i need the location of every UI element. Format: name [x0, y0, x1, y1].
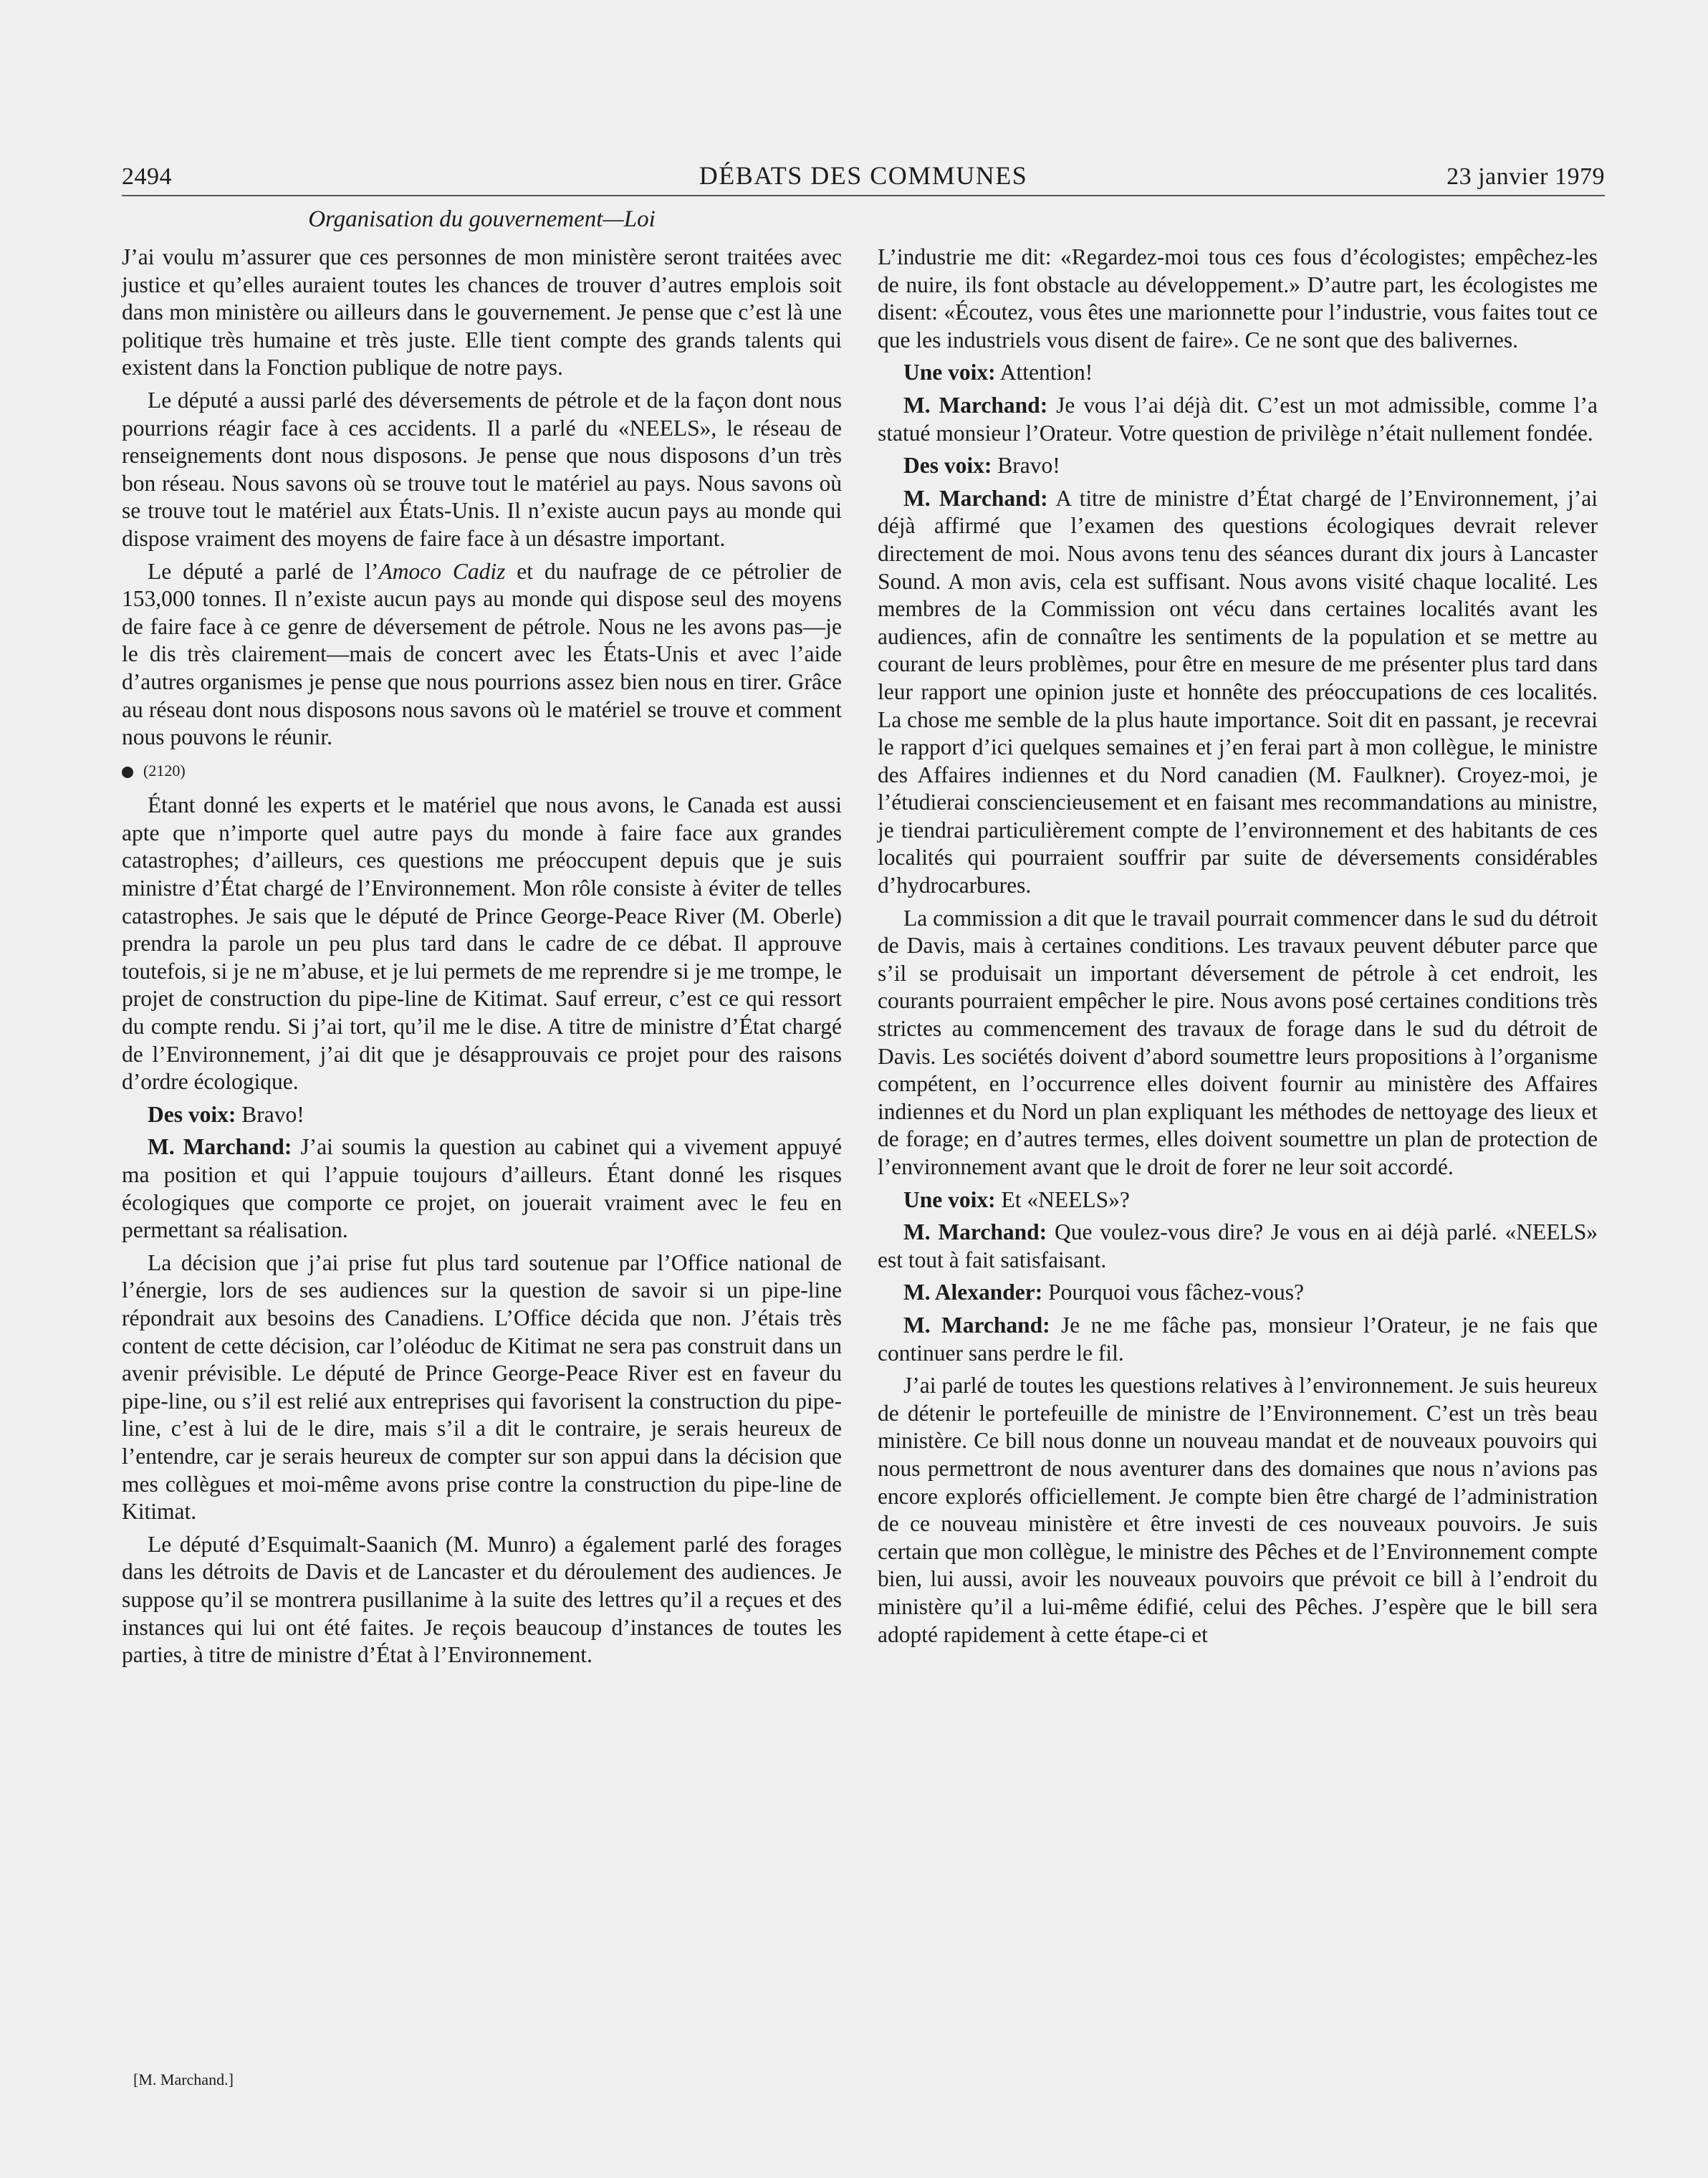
time-marker-label: (2120): [143, 761, 186, 779]
paragraph: L’industrie me dit: «Regardez-moi tous ces fous d’écologistes; empêchez-les de nuire, ils font obstacle au développement.» D’autre part, les écologistes me disent: «Écoutez, vous êtes une marionnette pour l’industrie, vous faites tout ce que les industriels vous disent de faire». Ce ne sont que des balivernes.: [878, 244, 1598, 352]
speaker-name: M. Marchand:: [903, 1312, 1050, 1338]
bullet-dot-icon: [122, 767, 133, 778]
speaker-paragraph: [878, 359, 1598, 387]
speech-text: Attention!: [995, 360, 1093, 385]
speech-text: Bravo!: [992, 453, 1060, 479]
speech-text: Que voulez-vous dire? Je vous en ai déjà parlé. «NEELS» est tout à fait satisfaisant.: [878, 1219, 1598, 1272]
paragraph: La décision que j’ai prise fut plus tard soutenue par l’Office national de l’énergie, lors de ses audiences sur la question de savoir si un pipe-line répondrait aux besoins des Canadiens. L’Office décida que non. J’étais très content de cette décision, car l’oléoduc de Kitimat ne sera pas construit dans un avenir prévisible. Le député de Prince George-Peace River est en faveur du pipe-line, ou s’il est relié aux entreprises qui favorisent la construction du pipe-line, c’est à lui de le dire, mais s’il a dit le contraire, je serais heureux de l’entendre, car je serais heureux de compter sur son appui dans la décision que mes collègues et moi-même avons prise contre la construction du pipe-line de Kitimat.: [122, 1249, 842, 1525]
speaker-name: Une voix:: [903, 360, 996, 385]
paragraph: La commission a dit que le travail pourrait commencer dans le sud du détroit de Davis, mais à certaines conditions. Les travaux peuvent débuter parce que s’il se produisait un important déversement de pétrole à cet endroit, les courants pourraient empêcher le pire. Nous avons posé certaines conditions très strictes au commencement des travaux de forage dans le sud du détroit de Davis. Les sociétés doivent d’abord soumettre leurs propositions à l’organisme compétent, en l’occurrence elles doivent fournir au ministère des Affaires indiennes et du Nord un plan expliquant les méthodes de nettoyage des lieux et de forage; en d’autres termes, elles doivent soumettre un plan de protection de l’environnement avant que le droit de forer ne leur soit accordé.: [878, 905, 1598, 1179]
speaker-paragraph: [122, 1133, 842, 1244]
right-column: [878, 244, 1598, 1654]
speech-text: J’ai soumis la question au cabinet qui a vivement appuyé ma position et qui l’appuie toujours d’ailleurs. Étant donné les risques écologiques que comporte ce projet, on jouerait vraiment avec le feu en permettant sa réalisation.: [122, 1134, 842, 1243]
speaker-name: Des voix:: [903, 453, 992, 479]
speaker-paragraph: [878, 1312, 1598, 1367]
speaker-name: M. Marchand:: [903, 392, 1048, 418]
publication-date: 23 janvier 1979: [1446, 163, 1605, 190]
paragraph: [122, 558, 842, 752]
speaker-name: M. Marchand:: [903, 1219, 1047, 1245]
speaker-paragraph: [878, 1219, 1598, 1274]
speech-text: Pourquoi vous fâchez-vous?: [1042, 1280, 1305, 1305]
time-marker: [122, 757, 842, 785]
speech-text: Et «NEELS»?: [995, 1186, 1130, 1212]
speaker-paragraph: [878, 452, 1598, 480]
speaker-paragraph: [878, 392, 1598, 447]
paragraph: Le député d’Esquimalt-Saanich (M. Munro) a également parlé des forages dans les détroits de Davis et de Lancaster et du déroulement des audiences. Je suppose qu’il se montrera pusillanime à la suite des lettres qu’il a reçues et des instances qui lui ont été faites. Je reçois beaucoup d’instances de toutes les parties, à titre de ministre d’État à l’Environnement.: [122, 1531, 842, 1668]
text-run: Le député a parlé de l’: [148, 558, 379, 584]
page-header: [122, 152, 1605, 196]
text-run: et du naufrage de ce pétrolier de 153,000 tonnes. Il n’existe aucun pays au monde qui dispose seul des moyens de faire face à ce genre de déversement de pétrole. Nous ne les avons pas—je le dis très clairement—mais de concert avec les États-Unis et avec l’aide d’autres organismes je pense que nous pourrions assez bien nous en tirer. Grâce au réseau dont nous disposons nous savons où le matériel se trouve et comment nous pouvons le réunir.: [122, 558, 842, 750]
speaker-name: M. Marchand:: [903, 485, 1048, 511]
speaker-name: M. Marchand:: [148, 1134, 292, 1160]
section-subhead: Organisation du gouvernement—Loi: [308, 206, 656, 232]
speech-text: Je ne me fâche pas, monsieur l’Orateur, je ne fais que continuer sans perdre le fil.: [878, 1312, 1598, 1366]
paragraph: Le député a aussi parlé des déversements de pétrole et de la façon dont nous pourrions réagir face à ces accidents. Il a parlé du «NEELS», le réseau de renseignements dont nous disposons. Je pense que nous disposons d’un très bon réseau. Nous savons où se trouve tout le matériel au pays. Nous savons où se trouve tout le matériel aux États-Unis. Il n’existe aucun pays au monde qui dispose vraiment des moyens de faire face à un désastre important.: [122, 387, 842, 551]
speaker-footer: [M. Marchand.]: [133, 2071, 234, 2088]
speaker-name: Des voix:: [148, 1101, 236, 1127]
ship-name: Amoco Cadiz: [378, 558, 506, 584]
speaker-paragraph: [122, 1101, 842, 1129]
speech-text: A titre de ministre d’État chargé de l’Environnement, j’ai déjà affirmé que l’examen des questions écologiques devrait relever directement de moi. Nous avons tenu des séances durant dix jours à Lancaster Sound. A mon avis, cela est suffisant. Nous avons visité chaque localité. Les membres de la Commission ont vécu dans certaines localités avant les audiences, afin de connaître les sentiments de la population et se mettre au courant de leurs problèmes, pour être en mesure de me présenter plus tard dans leur rapport une opinion juste et honnête des préoccupations de ces localités. La chose me semble de la plus haute importance. Soit dit en passant, je recevrai le rapport d’ici quelques semaines et j’en ferai part à mon collègue, le ministre des Affaires indiennes et du Nord canadien (M. Faulkner). Croyez-moi, je l’étudierai consciencieusement et en faisant mes recommandations au ministre, je tiendrai particulièrement compte de l’environnement et des habitants de ces localités qui pourraient souffrir par suite de déversements considérables d’hydrocarbures.: [878, 485, 1598, 898]
publication-title: DÉBATS DES COMMUNES: [699, 161, 1028, 190]
speaker-paragraph: [878, 1186, 1598, 1214]
paragraph: J’ai voulu m’assurer que ces personnes de mon ministère seront traitées avec justice et qu’elles auraient toutes les chances de trouver d’autres emplois soit dans mon ministère ou ailleurs dans le gouvernement. Je pense que c’est là une politique très humaine et très juste. Elle tient compte des grands talents qui existent dans la Fonction publique de notre pays.: [122, 244, 842, 380]
speaker-name: Une voix:: [903, 1186, 996, 1212]
speech-text: Je vous l’ai déjà dit. C’est un mot admissible, comme l’a statué monsieur l’Orateur. Votre question de privilège n’était nullement fondée.: [878, 392, 1598, 446]
page-number: 2494: [122, 163, 172, 190]
speaker-name: M. Alexander:: [903, 1280, 1043, 1305]
paragraph: Étant donné les experts et le matériel que nous avons, le Canada est aussi apte que n’importe quel autre pays du monde à faire face aux grandes catastrophes; d’ailleurs, ces questions me préoccupent depuis que je suis ministre d’État chargé de l’Environnement. Mon rôle consiste à éviter de telles catastrophes. Je sais que le député de Prince George-Peace River (M. Oberle) prendra la parole un peu plus tard dans le cadre de ce débat. Il approuve toutefois, si je ne m’abuse, et je lui permets de me reprendre si je me trompe, le projet de construction du pipe-line de Kitimat. Sauf erreur, c’est ce qui ressort du compte rendu. Si j’ai tort, qu’il me le dise. A titre de ministre d’État chargé de l’Environnement, j’ai dit que je désapprouvais ce projet pour des raisons d’ordre écologique.: [122, 792, 842, 1095]
speaker-paragraph: [878, 485, 1598, 900]
speaker-paragraph: [878, 1279, 1598, 1307]
speech-text: Bravo!: [236, 1101, 304, 1127]
paragraph: J’ai parlé de toutes les questions relatives à l’environnement. Je suis heureux de détenir le portefeuille de ministre de l’Environnement. C’est un très beau ministère. Ce bill nous donne un nouveau mandat et de nouveaux pouvoirs qui nous permettront de nous aventurer dans des domaines que nous n’avions pas encore explorés officiellement. Je compte bien être chargé de l’administration de ce nouveau ministère et être investi de ces nouveaux pouvoirs. Je suis certain que mon collègue, le ministre des Pêches et de l’Environnement compte bien, lui aussi, avoir les nouveaux pouvoirs que prévoit ce bill à l’endroit du ministère qu’il a lui-même édifié, celui des Pêches. J’espère que le bill sera adopté rapidement à cette étape-ci et: [878, 1373, 1598, 1647]
left-column: [122, 244, 842, 1674]
